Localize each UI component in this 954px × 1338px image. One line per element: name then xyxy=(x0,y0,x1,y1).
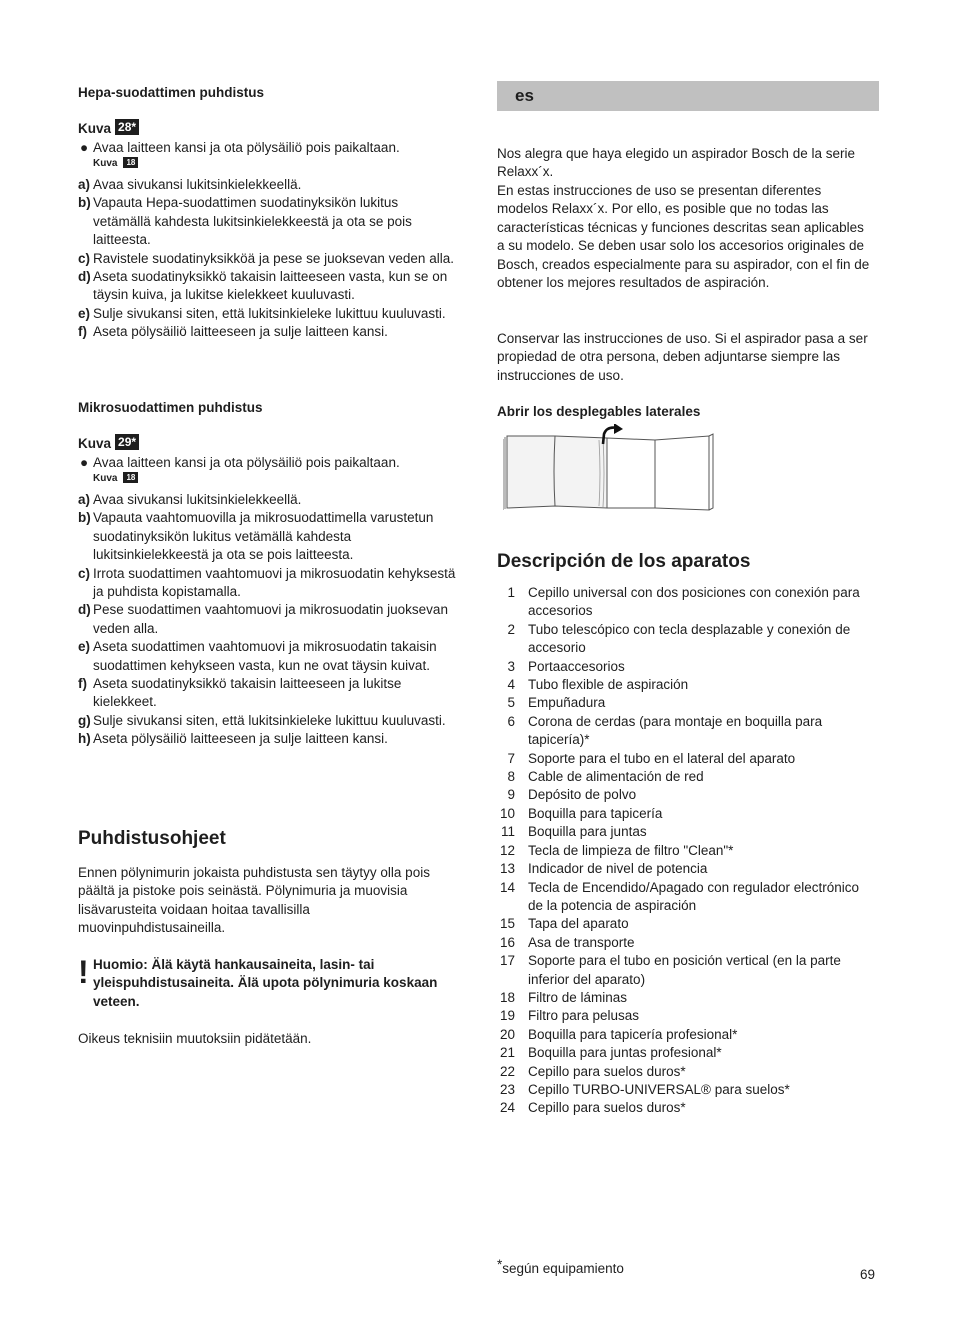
item-text: Tecla de limpieza de filtro "Clean"* xyxy=(528,842,734,858)
footnote xyxy=(497,1256,624,1278)
language-bar xyxy=(497,81,879,111)
item-number: 24 xyxy=(499,1100,515,1116)
step-key: b) xyxy=(78,195,91,211)
parts-list-item xyxy=(497,750,877,768)
item-text: Tubo telescópico con tecla desplazable y conexión de accesorio xyxy=(528,621,851,656)
booklet-flap xyxy=(607,436,709,510)
step-text: Aseta suodatinyksikkö takaisin laitteeseen ja lukitse kielekkeet. xyxy=(93,676,402,710)
booklet-left-page xyxy=(507,436,607,508)
step-key: b) xyxy=(78,510,91,526)
parts-list-item xyxy=(497,805,877,823)
kuva-label: Kuva xyxy=(78,436,112,451)
mikro-figure-ref xyxy=(78,434,139,453)
hepa-bullet xyxy=(78,139,458,171)
step-text: Ravistele suodatinyksikköä ja pese se juoksevan veden alla. xyxy=(93,250,454,266)
step-key: c) xyxy=(78,565,91,581)
item-number: 4 xyxy=(507,677,515,693)
item-number: 19 xyxy=(499,1008,515,1024)
warning-block xyxy=(78,956,453,1011)
item-text: Asa de transporte xyxy=(528,934,635,950)
step-item xyxy=(78,675,458,712)
step-item xyxy=(78,194,458,249)
item-number: 3 xyxy=(507,658,515,674)
footnote-star: * xyxy=(497,1257,503,1272)
parts-list-item xyxy=(497,1099,877,1117)
item-text: Filtro de láminas xyxy=(528,989,628,1005)
intro-paragraph-2: En estas instrucciones de uso se presentan diferentes modelos Relaxx´x. Por ello, es posible que no todas las características técnicas y funciones descritas sean aplicables a su modelo. Se deben usar solo los accesorios originales de Bosch, creados especialmente para su aspirador, con el fin de obtener los mejores resultados de aspiración. xyxy=(497,183,870,291)
step-text: Sulje sivukansi siten, että lukitsinkieleke lukittuu kuuluvasti. xyxy=(93,305,446,321)
parts-list-item xyxy=(497,879,877,916)
item-text: Filtro para pelusas xyxy=(528,1008,640,1024)
item-text: Soporte para el tubo en el lateral del aparato xyxy=(528,750,796,766)
parts-list-item xyxy=(497,934,877,952)
figure-number-badge: 29* xyxy=(115,434,139,450)
item-text: Indicador de nivel de potencia xyxy=(528,861,708,877)
mikro-steps-list xyxy=(78,491,458,749)
mikro-subfigure-ref xyxy=(78,472,458,486)
bullet-dot: ● xyxy=(80,455,89,470)
parts-list-item xyxy=(497,786,877,804)
step-key: h) xyxy=(78,731,91,747)
step-item xyxy=(78,305,458,323)
item-text: Boquilla para tapicería profesional* xyxy=(528,1026,738,1042)
step-text: Vapauta vaahtomuovilla ja mikrosuodattimella varustetun suodatinyksikön lukitus vetämällä kahdesta lukitsinkielekkeestä ja ota se pois laitteesta. xyxy=(93,510,434,563)
step-item xyxy=(78,730,458,748)
item-number: 6 xyxy=(507,713,515,729)
parts-list-item xyxy=(497,1044,877,1062)
item-number: 2 xyxy=(507,621,515,637)
item-text: Empuñadura xyxy=(528,695,606,711)
step-key: d) xyxy=(78,602,91,618)
parts-list-item xyxy=(497,658,877,676)
step-key: a) xyxy=(78,492,91,507)
figure-number-badge: 28* xyxy=(115,119,139,135)
step-key: d) xyxy=(78,269,91,285)
parts-list-item xyxy=(497,1081,877,1099)
step-item xyxy=(78,712,458,730)
step-text: Pese suodattimen vaahtomuovi ja mikrosuodatin juoksevan veden alla. xyxy=(93,602,448,636)
intro-paragraph-1: Nos alegra que haya elegido un aspirador Bosch de la serie Relaxx´x. xyxy=(497,146,855,180)
step-text: Vapauta Hepa-suodattimen suodatinyksikön lukitus vetämällä kahdesta lukitsinkielekkeestä ja ota se pois laitteesta. xyxy=(93,195,412,248)
item-text: Tecla de Encendido/Apagado con regulador electrónico de la potencia de aspiración xyxy=(528,879,859,913)
step-text: Avaa sivukansi lukitsinkielekkeellä. xyxy=(93,492,302,507)
hepa-subfigure-ref xyxy=(78,157,458,171)
step-item xyxy=(78,176,458,194)
hepa-figure-ref xyxy=(78,119,139,138)
foldout-illustration xyxy=(503,424,717,516)
step-key: f) xyxy=(78,324,87,340)
parts-list-item xyxy=(497,584,877,621)
kuva-label: Kuva xyxy=(93,473,118,485)
parts-list-item xyxy=(497,1063,877,1081)
item-number: 13 xyxy=(499,861,515,877)
item-number: 17 xyxy=(499,953,515,969)
item-text: Portaaccesorios xyxy=(528,658,625,674)
step-item xyxy=(78,268,458,305)
item-text: Boquilla para juntas xyxy=(528,824,647,840)
item-text: Tapa del aparato xyxy=(528,916,629,932)
figure-number-badge: 18 xyxy=(123,157,138,168)
step-key: e) xyxy=(78,305,91,321)
item-number: 14 xyxy=(499,879,515,895)
description-heading: Descripción de los aparatos xyxy=(497,551,751,572)
step-text: Sulje sivukansi siten, että lukitsinkieleke lukittuu kuuluvasti. xyxy=(93,712,446,728)
cleaning-text: Ennen pölynimurin jokaista puhdistusta sen täytyy olla pois päältä ja pistoke pois seinästä. Pölynimuria ja muovisia lisävarusteita voidaan hoitaa tavallisilla muovinpuhdistusaineilla. xyxy=(78,865,430,936)
item-number: 5 xyxy=(507,695,515,711)
step-item xyxy=(78,323,458,341)
figure-number-badge: 18 xyxy=(123,472,138,483)
item-text: Boquilla para tapicería xyxy=(528,805,663,821)
item-number: 22 xyxy=(499,1063,515,1079)
parts-list-item xyxy=(497,952,877,989)
step-key: e) xyxy=(78,639,91,655)
item-number: 11 xyxy=(500,824,515,840)
step-text: Irrota suodattimen vaahtomuovi ja mikrosuodatin kehyksestä ja puhdista kopistamalla. xyxy=(93,565,456,600)
hepa-heading: Hepa-suodattimen puhdistus xyxy=(78,85,265,100)
parts-list-item xyxy=(497,713,877,750)
parts-list-item xyxy=(497,860,877,878)
item-text: Tubo flexible de aspiración xyxy=(528,677,689,693)
parts-list xyxy=(497,584,877,1118)
warning-icon: ! xyxy=(78,954,89,990)
item-number: 18 xyxy=(499,989,515,1005)
parts-list-item xyxy=(497,823,877,841)
item-number: 9 xyxy=(507,787,515,803)
step-text: Aseta suodatinyksikkö takaisin laitteeseen vasta, kun se on täysin kuiva, ja lukitse kielekkeet kuuluvasti. xyxy=(93,269,448,303)
step-text: Aseta pölysäiliö laitteeseen ja sulje laitteen kansi. xyxy=(93,731,388,747)
item-text: Cable de alimentación de red xyxy=(528,769,704,785)
parts-list-item xyxy=(497,676,877,694)
item-text: Cepillo TURBO-UNIVERSAL® para suelos* xyxy=(528,1081,790,1097)
item-number: 20 xyxy=(499,1026,515,1042)
fold-heading: Abrir los desplegables laterales xyxy=(497,404,701,419)
item-text: Depósito de polvo xyxy=(528,787,637,803)
rights-text: Oikeus teknisiin muutoksiin pidätetään. xyxy=(78,1031,312,1046)
bullet-text: Avaa laitteen kansi ja ota pölysäiliö pois paikaltaan. xyxy=(93,140,400,155)
hepa-steps-list xyxy=(78,176,458,342)
item-number: 12 xyxy=(499,842,515,858)
bullet-text: Avaa laitteen kansi ja ota pölysäiliö pois paikaltaan. xyxy=(93,455,400,470)
parts-list-item xyxy=(497,842,877,860)
step-item xyxy=(78,565,458,602)
step-text: Aseta suodattimen vaahtomuovi ja mikrosuodatin takaisin suodattimen kehykseen vasta, kun ne ovat täysin kuivat. xyxy=(93,639,437,673)
step-key: g) xyxy=(78,712,91,728)
parts-list-item xyxy=(497,915,877,933)
step-item xyxy=(78,491,458,509)
parts-list-item xyxy=(497,694,877,712)
item-number: 16 xyxy=(499,934,515,950)
item-number: 7 xyxy=(507,750,515,766)
item-number: 15 xyxy=(499,916,515,932)
parts-list-item xyxy=(497,621,877,658)
mikro-heading: Mikrosuodattimen puhdistus xyxy=(78,400,263,415)
item-text: Corona de cerdas (para montaje en boquilla para tapicería)* xyxy=(528,713,823,748)
kuva-label: Kuva xyxy=(93,158,118,170)
kuva-label: Kuva xyxy=(78,121,112,136)
mikro-bullet xyxy=(78,454,458,486)
item-text: Cepillo para suelos duros* xyxy=(528,1063,686,1079)
item-number: 10 xyxy=(499,805,515,821)
cleaning-heading: Puhdistusohjeet xyxy=(78,828,226,849)
item-number: 23 xyxy=(499,1081,515,1097)
parts-list-item xyxy=(497,1026,877,1044)
step-text: Aseta pölysäiliö laitteeseen ja sulje laitteen kansi. xyxy=(93,324,388,340)
item-text: Boquilla para juntas profesional* xyxy=(528,1045,722,1061)
footnote-text: según equipamiento xyxy=(502,1261,624,1276)
step-item xyxy=(78,250,458,268)
step-key: f) xyxy=(78,676,87,692)
parts-list-item xyxy=(497,768,877,786)
step-item xyxy=(78,638,458,675)
item-text: Cepillo universal con dos posiciones con conexión para accesorios xyxy=(528,585,860,619)
step-item xyxy=(78,509,458,564)
parts-list-item xyxy=(497,989,877,1007)
item-text: Soporte para el tubo en posición vertical (en la parte inferior del aparato) xyxy=(528,953,841,987)
step-key: c) xyxy=(78,250,91,266)
intro-paragraph-3: Conservar las instrucciones de uso. Si el aspirador pasa a ser propiedad de otra persona, deben adjuntarse siempre las instrucciones de uso. xyxy=(497,331,868,383)
item-number: 8 xyxy=(507,769,515,785)
step-text: Avaa sivukansi lukitsinkielekkeellä. xyxy=(93,177,302,192)
page-number: 69 xyxy=(860,1267,876,1282)
item-number: 1 xyxy=(507,585,515,600)
step-item xyxy=(78,601,458,638)
warning-text: Huomio: Älä käytä hankausaineita, lasin- tai yleispuhdistusaineita. Älä upota pölynimuria koskaan veteen. xyxy=(93,957,438,1009)
item-number: 21 xyxy=(499,1045,515,1061)
parts-list-item xyxy=(497,1007,877,1025)
language-code: es xyxy=(515,86,534,105)
step-key: a) xyxy=(78,177,91,192)
bullet-dot: ● xyxy=(80,140,89,155)
item-text: Cepillo para suelos duros* xyxy=(528,1100,686,1116)
